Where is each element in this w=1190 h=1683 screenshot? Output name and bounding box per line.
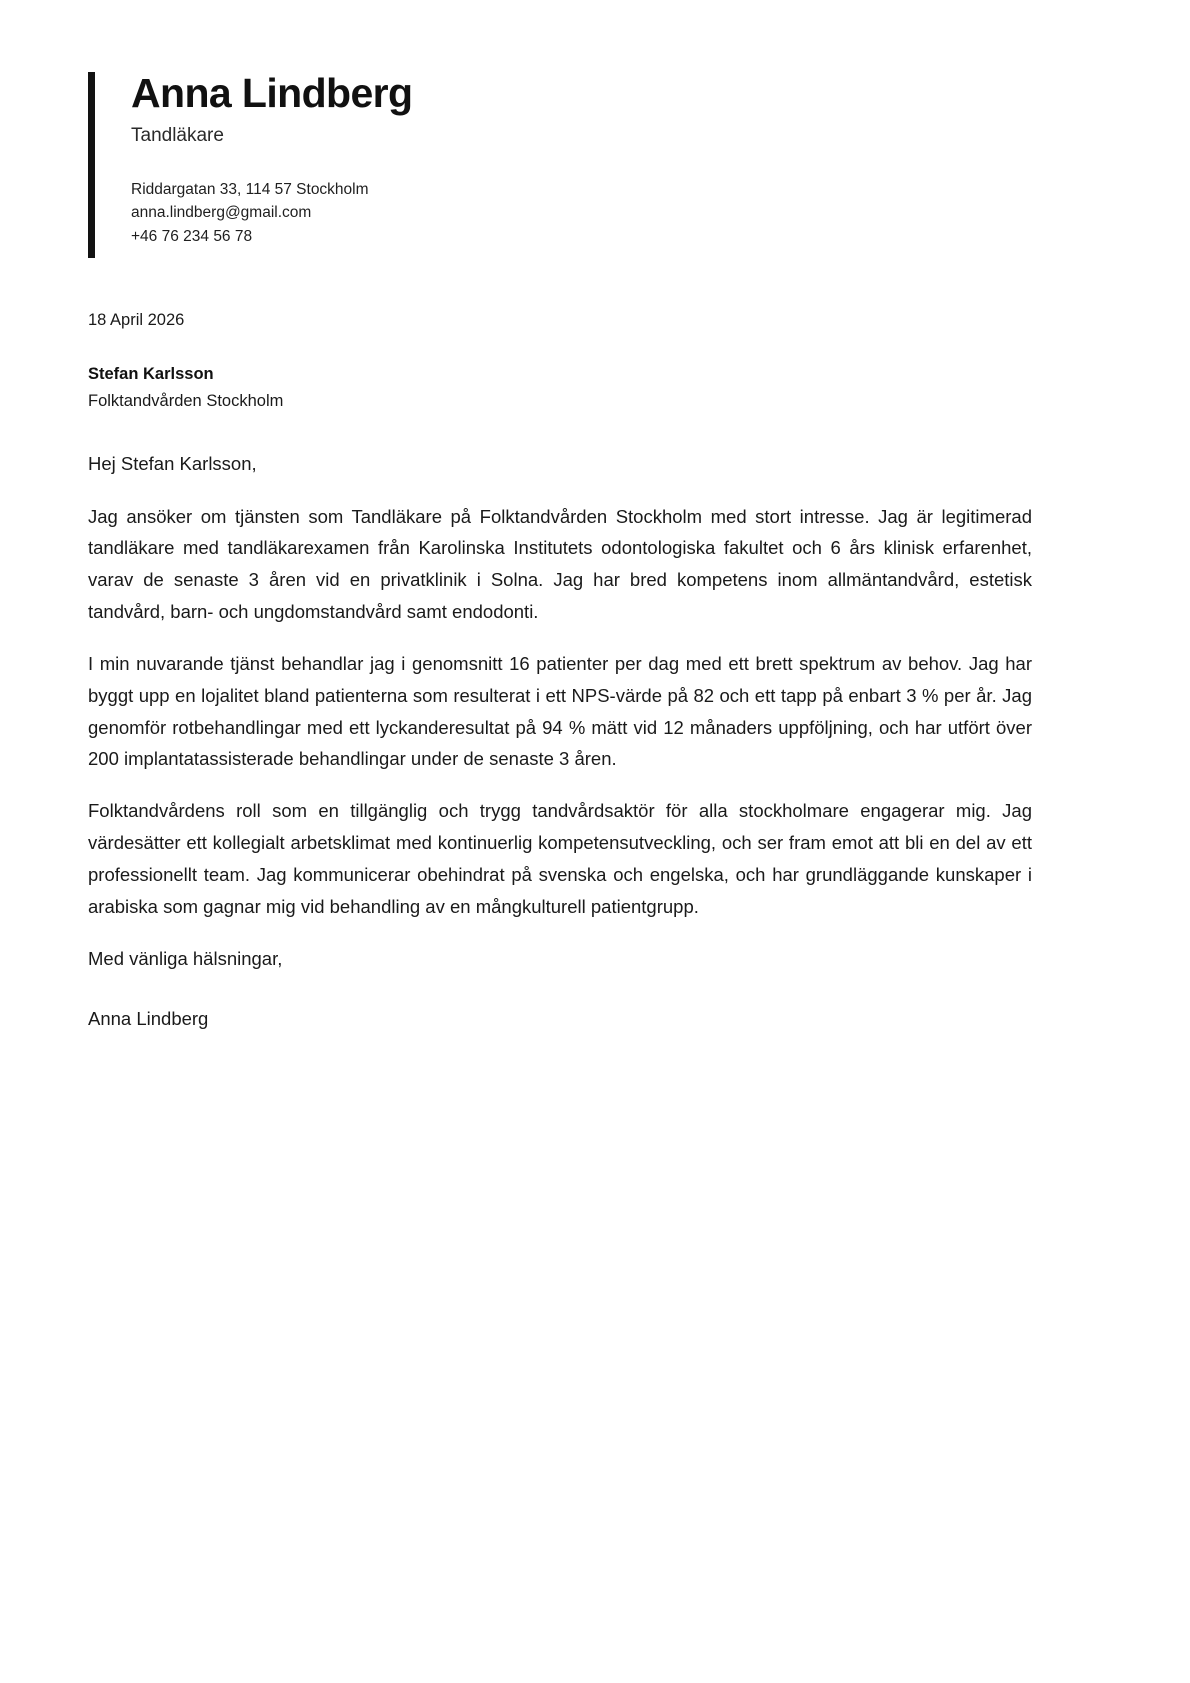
letter-header [88, 72, 1038, 258]
body-paragraph-1: Jag ansöker om tjänsten som Tandläkare på Folktandvården Stockholm med stort intresse. Jag är legitimerad tandläkare med tandläkarexamen från Karolinska Institutets odontologiska fakultet och 6 års klinisk erfarenhet, varav de senaste 3 åren vid en privatklinik i Solna. Jag har bred kompetens inom allmäntandvård, estetisk tandvård, barn- och ungdomstandvård samt endodonti. [88, 505, 1032, 623]
signature-name: Anna Lindberg [88, 1008, 209, 1030]
recipient-name: Stefan Karlsson [88, 365, 214, 384]
applicant-phone: +46 76 234 56 78 [131, 227, 253, 245]
closing-line: Med vänliga hälsningar, [88, 948, 283, 970]
body-paragraph-2: I min nuvarande tjänst behandlar jag i genomsnitt 16 patienter per dag med ett brett spektrum av behov. Jag har byggt upp en lojalitet bland patienterna som resulterat i ett NPS-värde på 82 och ett tapp på enbart 3 % per år. Jag genomför rotbehandlingar med ett lyckanderesultat på 94 % mätt vid 12 månaders uppföljning, och har utfört över 200 implantatassisterade behandlingar under de senaste 3 åren. [88, 652, 1032, 770]
applicant-job-title: Tandläkare [131, 125, 224, 147]
applicant-name: Anna Lindberg [131, 70, 413, 116]
applicant-email: anna.lindberg@gmail.com [131, 204, 312, 222]
letter-body [88, 450, 1032, 1034]
letter-date: 18 April 2026 [88, 311, 185, 329]
recipient-company: Folktandvården Stockholm [88, 391, 284, 410]
body-paragraph-3: Folktandvårdens roll som en tillgänglig och trygg tandvårdsaktör för alla stockholmare engagerar mig. Jag värdesätter ett kollegialt arbetsklimat med kontinuerlig kompetensutveckling, och ser fram emot att bli en del av ett professionellt team. Jag kommunicerar obehindrat på svenska och engelska, och har grundläggande kunskaper i arabiska som gagnar mig vid behandling av en mångkulturell patientgrupp. [88, 800, 1032, 917]
applicant-address: Riddargatan 33, 114 57 Stockholm [131, 180, 369, 198]
letter-meta [88, 310, 1038, 412]
salutation: Hej Stefan Karlsson, [88, 453, 257, 474]
